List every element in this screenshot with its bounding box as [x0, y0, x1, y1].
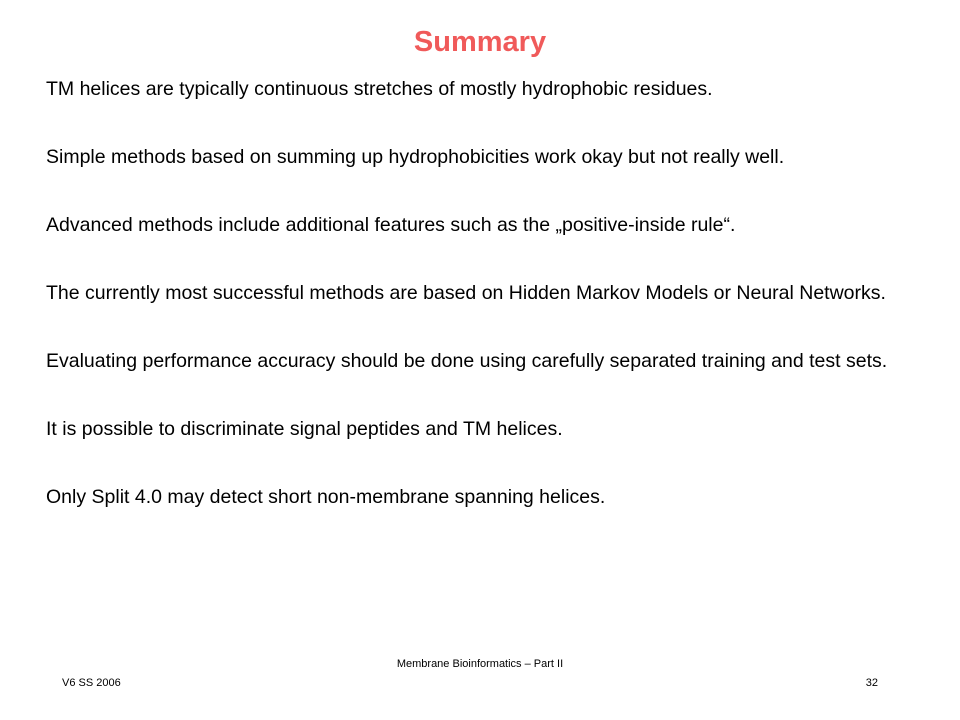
summary-paragraph: Advanced methods include additional features such as the „positive-inside rule“. — [46, 214, 736, 236]
footer-lecture-title: Membrane Bioinformatics – Part II — [396, 658, 564, 670]
summary-paragraph: Simple methods based on summing up hydrophobicities work okay but not really well. — [46, 146, 785, 168]
summary-paragraph: The currently most successful methods are based on Hidden Markov Models or Neural Networks. — [46, 282, 886, 304]
slide-title: Summary — [413, 26, 547, 58]
summary-paragraph: Evaluating performance accuracy should be done using carefully separated training and test sets. — [46, 350, 888, 372]
summary-body — [46, 72, 926, 514]
footer-course: V6 SS 2006 — [62, 677, 121, 689]
footer-page-number: 32 — [865, 677, 878, 689]
summary-paragraph: Only Split 4.0 may detect short non-membrane spanning helices. — [46, 486, 606, 508]
summary-paragraph: TM helices are typically continuous stretches of mostly hydrophobic residues. — [46, 78, 713, 100]
summary-paragraph: It is possible to discriminate signal peptides and TM helices. — [46, 418, 563, 440]
